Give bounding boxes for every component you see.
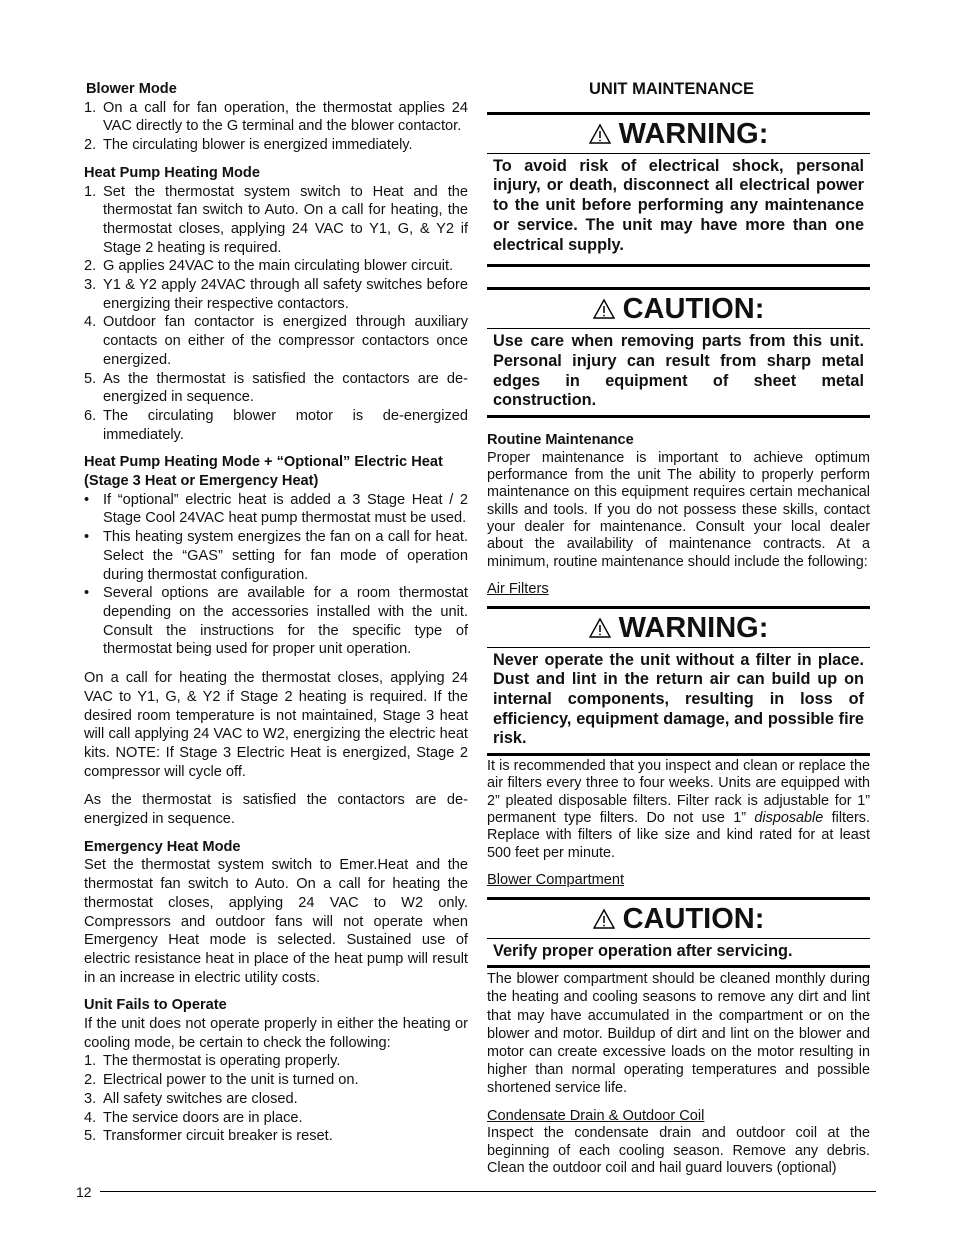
list-item: 1. The thermostat is operating properly. <box>84 1053 341 1070</box>
warning-title: WARNING: <box>618 611 769 644</box>
page-number: 12 <box>76 1184 92 1200</box>
warning-triangle-icon <box>589 123 611 145</box>
warning-text: To avoid risk of electrical shock, personal injury, or death, disconnect all electrical power to the unit before performing any maintenance or service. The unit may have more than one electrical supply. <box>493 156 864 254</box>
fails-intro: If the unit does not operate properly in either the heating or cooling mode, be certain to check the following: <box>84 1016 468 1051</box>
condensate-link: Condensate Drain & Outdoor Coil <box>487 1107 705 1124</box>
list-item: 2. G applies 24VAC to the main circulating blower circuit. <box>84 258 454 275</box>
section-title: UNIT MAINTENANCE <box>589 80 754 98</box>
list-item: 2. The circulating blower is energized immediately. <box>84 137 413 154</box>
blower-compartment-link: Blower Compartment <box>487 871 625 888</box>
optional-heat-heading: Heat Pump Heating Mode + “Optional” Electric Heat (Stage 3 Heat or Emergency Heat) <box>84 454 443 490</box>
warning-triangle-icon <box>589 617 611 639</box>
caution-box <box>487 287 870 415</box>
warning-title: WARNING: <box>618 117 769 150</box>
list-item: 4. The service doors are in place. <box>84 1109 303 1126</box>
warning-triangle-icon <box>593 908 615 930</box>
caution-title: CAUTION: <box>622 902 765 935</box>
list-item: 4. Outdoor fan contactor is energized through auxiliary contacts on either of the compressor contactors once energized. <box>84 314 468 368</box>
optional-heat-paragraph-2: As the thermostat is satisfied the contactors are de-energized in sequence. <box>84 792 468 828</box>
emergency-text: Set the thermostat system switch to Emer.Heat and the thermostat fan switch to Auto. On a call for heating the thermostat closes, applying 24 VAC to W2 only. Compressors and outdoor fans will not operate when Emergency Heat mode is selected. Sustained use of electric resistance heat in place of the heat pump will result in an increase in electric utility costs. <box>84 857 468 986</box>
warning-text: Never operate the unit without a filter in place. Dust and lint in the return air can build up on internal components, resulting in loss of efficiency, equipment damage, and possible fire risk. <box>493 650 864 748</box>
footer-rule <box>100 1191 876 1192</box>
warning-triangle-icon <box>593 298 615 320</box>
caution-text: Verify proper operation after servicing. <box>493 941 793 960</box>
emergency-heading: Emergency Heat Mode <box>84 838 241 855</box>
optional-heat-paragraph: On a call for heating the thermostat closes, applying 24 VAC to Y1, G, & Y2 if Stage 2 heating is required. If the desired room temperature is not maintained, Stage 3 heat will call applying 24 VAC to W2, energizing the electric heat kits. NOTE: If Stage 3 Electric Heat is energized, Stage 2 compressor will cycle off. <box>84 670 468 780</box>
optional-heat-bullets <box>84 491 468 659</box>
list-item: • This heating system energizes the fan on a call for heat. Select the “GAS” setting for fan mode of operation during thermostat configuration. <box>84 529 468 583</box>
left-column <box>84 80 468 1146</box>
fails-list <box>84 1052 468 1146</box>
list-item: • Several options are available for a room thermostat depending on the accessories installed with the unit. Consult the instructions for the specific type of thermostat being used for proper unit operation. <box>84 585 468 658</box>
caution-title: CAUTION: <box>622 293 765 326</box>
list-item: 5. Transformer circuit breaker is reset. <box>84 1128 333 1145</box>
filters-text: It is recommended that you inspect and clean or replace the air filters every three to four weeks. Units are equipped with 2” pleated disposable filters. Filter rack is adjustable for 1” permanent type filters. Do not use 1” disposable filters. Replace with filters of like size and kind rated for at least 500 feet per minute. <box>487 758 871 861</box>
list-item: 6. The circulating blower motor is de-energized immediately. <box>84 407 468 443</box>
blower-mode-heading: Blower Mode <box>86 81 177 97</box>
condensate-text: Inspect the condensate drain and outdoor coil at the beginning of each cooling season. Remove any debris. Clean the outdoor coil and hail guard louvers (optional) <box>487 1125 870 1176</box>
heat-pump-heading: Heat Pump Heating Mode <box>84 164 260 181</box>
list-item: 2. Electrical power to the unit is turned on. <box>84 1072 359 1089</box>
blower-mode-list <box>84 99 468 155</box>
caution-text: Use care when removing parts from this unit. Personal injury can result from sharp metal edges in equipment of sheet metal construction. <box>493 332 864 410</box>
list-item: • If “optional” electric heat is added a 3 Stage Heat / 2 Stage Cool 24VAC heat pump thermostat must be used. <box>84 491 468 527</box>
list-item: 3. All safety switches are closed. <box>84 1090 298 1107</box>
list-item: 1. On a call for fan operation, the thermostat applies 24 VAC directly to the G terminal and the blower contactor. <box>84 99 468 135</box>
fails-heading: Unit Fails to Operate <box>84 997 227 1014</box>
list-item: 5. As the thermostat is satisfied the contactors are de-energized in sequence. <box>84 370 468 406</box>
list-item: 1. Set the thermostat system switch to Heat and the thermostat fan switch to Auto. On a call for heating, the thermostat closes, applying 24 VAC to Y1, G, & Y2 if Stage 2 heating is required. <box>84 183 468 256</box>
air-filters-link: Air Filters <box>487 580 549 597</box>
right-column <box>487 80 870 1177</box>
warning-box-2 <box>487 606 870 754</box>
routine-heading: Routine Maintenance <box>487 432 634 449</box>
list-item: 3. Y1 & Y2 apply 24VAC through all safety switches before energizing their respective contactors. <box>84 277 468 312</box>
warning-box <box>487 112 870 260</box>
heat-pump-list <box>84 183 468 445</box>
routine-text: Proper maintenance is important to achieve optimum performance from the unit The ability to properly perform maintenance on this equipment requires certain mechanical skills and tools. If you do not possess these skills, contact your dealer for maintenance. Consult your local dealer about the availability of maintenance contracts. At a minimum, routine maintenance should include the following: <box>487 449 870 570</box>
caution-box-2 <box>487 897 870 966</box>
blower-text: The blower compartment should be cleaned monthly during the heating and cooling seasons to remove any dirt and lint that may have accumulated in the compartment or on the blower and motor. Buildup of dirt and lint on the blower and motor can create excessive loads on the motor resulting in higher than normal operating temperatures and possible shortened service life. <box>487 971 870 1097</box>
